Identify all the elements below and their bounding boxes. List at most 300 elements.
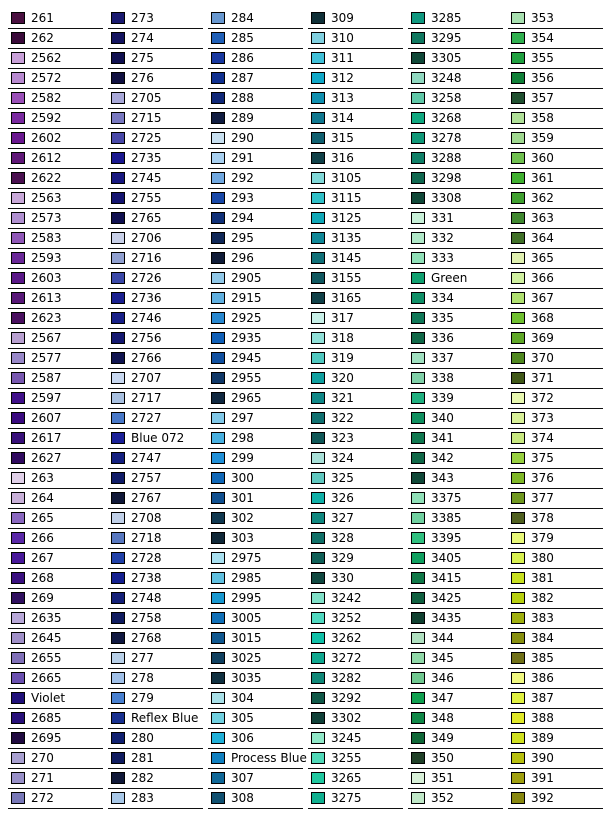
color-swatch: [311, 552, 325, 564]
color-swatch: [111, 172, 125, 184]
swatch-label: 268: [31, 571, 54, 585]
swatch-label: 297: [231, 411, 254, 425]
swatch-label: 366: [531, 271, 554, 285]
swatch-label: 367: [531, 291, 554, 305]
swatch-label: 3255: [331, 751, 362, 765]
color-swatch: [311, 372, 325, 384]
swatch-label: 3288: [431, 151, 462, 165]
color-swatch: [511, 792, 525, 804]
swatch-row: [508, 529, 603, 549]
swatch-row: [308, 729, 403, 749]
color-swatch: [411, 792, 425, 804]
color-swatch: [511, 192, 525, 204]
color-swatch: [11, 632, 25, 644]
swatch-row: [208, 89, 303, 109]
swatch-row: [408, 769, 503, 789]
swatch-row: [208, 769, 303, 789]
color-swatch: [311, 132, 325, 144]
swatch-row: [508, 389, 603, 409]
swatch-label: 334: [431, 291, 454, 305]
swatch-label: 3245: [331, 731, 362, 745]
swatch-label: 3115: [331, 191, 362, 205]
color-swatch: [211, 32, 225, 44]
swatch-row: [108, 69, 203, 89]
color-swatch: [11, 312, 25, 324]
swatch-row: [108, 789, 203, 809]
color-swatch: [211, 672, 225, 684]
color-swatch: [11, 412, 25, 424]
color-swatch: [11, 392, 25, 404]
swatch-label: 369: [531, 331, 554, 345]
swatch-row: [308, 569, 403, 589]
swatch-label: 322: [331, 411, 354, 425]
color-swatch: [511, 212, 525, 224]
swatch-label: 339: [431, 391, 454, 405]
swatch-label: 3035: [231, 671, 262, 685]
color-swatch: [511, 332, 525, 344]
color-swatch: [11, 292, 25, 304]
swatch-row: [208, 569, 303, 589]
swatch-row: [408, 429, 503, 449]
color-swatch: [11, 492, 25, 504]
swatch-label: 332: [431, 231, 454, 245]
swatch-label: 288: [231, 91, 254, 105]
swatch-label: 310: [331, 31, 354, 45]
swatch-label: 2765: [131, 211, 162, 225]
swatch-label: 348: [431, 711, 454, 725]
swatch-label: 391: [531, 771, 554, 785]
swatch-row: [408, 349, 503, 369]
color-swatch: [411, 332, 425, 344]
color-swatch: [311, 272, 325, 284]
swatch-label: 272: [31, 791, 54, 805]
color-swatch: [411, 232, 425, 244]
swatch-label: 2597: [31, 391, 62, 405]
swatch-label: 342: [431, 451, 454, 465]
swatch-row: [408, 509, 503, 529]
swatch-row: [408, 549, 503, 569]
color-swatch: [211, 92, 225, 104]
swatch-label: 386: [531, 671, 554, 685]
swatch-row: [408, 609, 503, 629]
swatch-label: 2573: [31, 211, 62, 225]
color-swatch: [211, 512, 225, 524]
swatch-label: 3302: [331, 711, 362, 725]
swatch-row: [408, 569, 503, 589]
color-swatch: [111, 292, 125, 304]
color-swatch: [411, 92, 425, 104]
swatch-label: 2562: [31, 51, 62, 65]
swatch-row: [108, 589, 203, 609]
swatch-row: [8, 89, 103, 109]
swatch-row: [108, 429, 203, 449]
color-swatch: [311, 492, 325, 504]
swatch-row: [208, 609, 303, 629]
color-swatch: [211, 252, 225, 264]
swatch-row: [108, 769, 203, 789]
color-swatch: [11, 272, 25, 284]
swatch-row: [208, 349, 303, 369]
swatch-label: 2622: [31, 171, 62, 185]
swatch-row: [308, 9, 403, 29]
swatch-label: 3268: [431, 111, 462, 125]
swatch-label: 3425: [431, 591, 462, 605]
swatch-label: 336: [431, 331, 454, 345]
swatch-label: 3165: [331, 291, 362, 305]
swatch-label: 2593: [31, 251, 62, 265]
swatch-label: 2635: [31, 611, 62, 625]
swatch-row: [508, 369, 603, 389]
swatch-row: [408, 369, 503, 389]
swatch-label: 316: [331, 151, 354, 165]
color-swatch: [411, 632, 425, 644]
color-swatch: [411, 312, 425, 324]
swatch-label: 292: [231, 171, 254, 185]
color-swatch: [11, 212, 25, 224]
swatch-row: [508, 429, 603, 449]
swatch-label: 267: [31, 551, 54, 565]
swatch-row: [208, 529, 303, 549]
swatch-row: [108, 389, 203, 409]
swatch-label: 383: [531, 611, 554, 625]
swatch-label: 313: [331, 91, 354, 105]
swatch-row: [408, 709, 503, 729]
color-swatch: [11, 232, 25, 244]
swatch-row: [8, 269, 103, 289]
color-swatch: [211, 272, 225, 284]
swatch-row: [108, 29, 203, 49]
swatch-row: [408, 449, 503, 469]
color-swatch: [11, 532, 25, 544]
swatch-label: 2905: [231, 271, 262, 285]
swatch-label: 3415: [431, 571, 462, 585]
swatch-label: 321: [331, 391, 354, 405]
swatch-label: 3005: [231, 611, 262, 625]
color-swatch: [411, 32, 425, 44]
color-swatch: [111, 132, 125, 144]
color-swatch: [211, 752, 225, 764]
swatch-row: [308, 329, 403, 349]
swatch-label: 358: [531, 111, 554, 125]
swatch-label: 305: [231, 711, 254, 725]
swatch-label: 262: [31, 31, 54, 45]
swatch-row: [208, 629, 303, 649]
swatch-row: [408, 29, 503, 49]
swatch-label: 2766: [131, 351, 162, 365]
swatch-label: 2735: [131, 151, 162, 165]
swatch-row: [208, 189, 303, 209]
color-swatch: [211, 352, 225, 364]
color-swatch: [511, 512, 525, 524]
color-swatch: [211, 492, 225, 504]
swatch-row: [108, 689, 203, 709]
swatch-row: [8, 709, 103, 729]
swatch-label: 331: [431, 211, 454, 225]
swatch-row: [8, 49, 103, 69]
swatch-row: [108, 49, 203, 69]
color-swatch: [311, 232, 325, 244]
swatch-row: [508, 469, 603, 489]
swatch-row: [408, 689, 503, 709]
color-swatch: [311, 652, 325, 664]
swatch-row: [208, 29, 303, 49]
color-swatch: [511, 732, 525, 744]
swatch-label: 2738: [131, 571, 162, 585]
swatch-label: 2612: [31, 151, 62, 165]
swatch-label: 356: [531, 71, 554, 85]
swatch-label: 3435: [431, 611, 462, 625]
swatch-row: [308, 249, 403, 269]
swatch-row: [408, 269, 503, 289]
swatch-label: 2726: [131, 271, 162, 285]
color-swatch: [411, 472, 425, 484]
swatch-row: [8, 569, 103, 589]
swatch-row: [208, 369, 303, 389]
swatch-row: [8, 229, 103, 249]
swatch-row: [408, 289, 503, 309]
swatch-row: [508, 749, 603, 769]
color-swatch: [311, 332, 325, 344]
swatch-label: 2685: [31, 711, 62, 725]
swatch-row: [8, 749, 103, 769]
swatch-label: 327: [331, 511, 354, 525]
color-swatch: [311, 352, 325, 364]
swatch-row: [208, 249, 303, 269]
swatch-label: 362: [531, 191, 554, 205]
color-swatch: [211, 292, 225, 304]
color-swatch: [111, 592, 125, 604]
color-swatch: [111, 552, 125, 564]
color-swatch: [311, 112, 325, 124]
swatch-label: 320: [331, 371, 354, 385]
swatch-label: 3155: [331, 271, 362, 285]
color-swatch: [11, 452, 25, 464]
swatch-row: [408, 729, 503, 749]
swatch-label: 377: [531, 491, 554, 505]
swatch-row: [8, 629, 103, 649]
swatch-row: [8, 9, 103, 29]
swatch-row: [208, 269, 303, 289]
swatch-row: [108, 349, 203, 369]
swatch-label: 285: [231, 31, 254, 45]
color-swatch: [311, 452, 325, 464]
color-swatch: [111, 712, 125, 724]
swatch-row: [208, 289, 303, 309]
swatch-label: 2645: [31, 631, 62, 645]
swatch-label: 294: [231, 211, 254, 225]
swatch-label: 359: [531, 131, 554, 145]
swatch-row: [508, 89, 603, 109]
color-swatch: [411, 592, 425, 604]
color-swatch: [311, 12, 325, 24]
color-swatch: [111, 572, 125, 584]
swatch-label: 372: [531, 391, 554, 405]
swatch-label: 2705: [131, 91, 162, 105]
swatch-row: [408, 309, 503, 329]
swatch-row: [408, 529, 503, 549]
color-swatch: [211, 432, 225, 444]
swatch-row: [208, 409, 303, 429]
color-swatch: [311, 732, 325, 744]
swatch-label: 351: [431, 771, 454, 785]
swatch-row: [8, 129, 103, 149]
color-swatch: [411, 432, 425, 444]
color-swatch: [211, 72, 225, 84]
color-swatch: [211, 372, 225, 384]
swatch-row: [108, 129, 203, 149]
swatch-row: [308, 589, 403, 609]
swatch-label: 374: [531, 431, 554, 445]
color-swatch: [111, 232, 125, 244]
swatch-row: [108, 369, 203, 389]
swatch-label: 304: [231, 691, 254, 705]
swatch-label: 3292: [331, 691, 362, 705]
color-swatch: [511, 72, 525, 84]
swatch-label: 3305: [431, 51, 462, 65]
swatch-row: [408, 749, 503, 769]
swatch-row: [308, 749, 403, 769]
swatch-row: [508, 769, 603, 789]
swatch-row: [308, 549, 403, 569]
swatch-label: 2718: [131, 531, 162, 545]
swatch-label: 317: [331, 311, 354, 325]
swatch-row: [308, 789, 403, 809]
swatch-label: 2925: [231, 311, 262, 325]
color-swatch: [211, 392, 225, 404]
swatch-row: [8, 169, 103, 189]
color-swatch: [211, 472, 225, 484]
color-swatch: [311, 672, 325, 684]
color-swatch: [511, 352, 525, 364]
swatch-row: [508, 29, 603, 49]
swatch-row: [108, 449, 203, 469]
color-swatch: [411, 372, 425, 384]
swatch-label: 330: [331, 571, 354, 585]
swatch-row: [8, 649, 103, 669]
swatch-row: [208, 209, 303, 229]
swatch-label: 315: [331, 131, 354, 145]
color-swatch: [211, 132, 225, 144]
swatch-row: [508, 609, 603, 629]
color-swatch: [411, 692, 425, 704]
color-swatch: [11, 572, 25, 584]
swatch-label: 3105: [331, 171, 362, 185]
color-swatch: [111, 352, 125, 364]
color-swatch: [11, 112, 25, 124]
swatch-row: [308, 269, 403, 289]
swatch-row: [208, 309, 303, 329]
swatch-label: 2587: [31, 371, 62, 385]
swatch-label: 2665: [31, 671, 62, 685]
swatch-row: [8, 729, 103, 749]
swatch-label: 298: [231, 431, 254, 445]
color-swatch: [411, 12, 425, 24]
swatch-label: 2603: [31, 271, 62, 285]
color-swatch: [511, 612, 525, 624]
color-swatch: [11, 192, 25, 204]
swatch-row: [208, 49, 303, 69]
swatch-label: 353: [531, 11, 554, 25]
swatch-row: [108, 629, 203, 649]
swatch-row: [308, 489, 403, 509]
swatch-label: 307: [231, 771, 254, 785]
color-swatch: [511, 232, 525, 244]
swatch-label: 3295: [431, 31, 462, 45]
swatch-label: 390: [531, 751, 554, 765]
swatch-label: 3145: [331, 251, 362, 265]
swatch-row: [308, 509, 403, 529]
swatch-label: 333: [431, 251, 454, 265]
swatch-label: 270: [31, 751, 54, 765]
color-swatch: [111, 412, 125, 424]
swatch-label: 2655: [31, 651, 62, 665]
swatch-label: 287: [231, 71, 254, 85]
swatch-label: 364: [531, 231, 554, 245]
swatch-row: [508, 49, 603, 69]
swatch-label: 3252: [331, 611, 362, 625]
color-swatch: [11, 592, 25, 604]
color-swatch: [511, 752, 525, 764]
swatch-row: [108, 289, 203, 309]
swatch-row: [8, 549, 103, 569]
color-swatch: [11, 712, 25, 724]
color-swatch: [311, 432, 325, 444]
color-swatch: [411, 672, 425, 684]
swatch-row: [208, 9, 303, 29]
swatch-column: [108, 9, 203, 809]
color-swatch: [311, 152, 325, 164]
swatch-label: 281: [131, 751, 154, 765]
swatch-label: 263: [31, 471, 54, 485]
swatch-row: [208, 689, 303, 709]
swatch-row: [308, 769, 403, 789]
swatch-label: 302: [231, 511, 254, 525]
swatch-row: [108, 569, 203, 589]
swatch-label: 3258: [431, 91, 462, 105]
color-swatch: [111, 432, 125, 444]
swatch-row: [108, 309, 203, 329]
color-swatch: [11, 512, 25, 524]
swatch-row: [408, 129, 503, 149]
swatch-label: 370: [531, 351, 554, 365]
swatch-row: [108, 189, 203, 209]
color-swatch: [211, 212, 225, 224]
swatch-label: 347: [431, 691, 454, 705]
color-swatch: [511, 12, 525, 24]
swatch-row: [108, 609, 203, 629]
swatch-row: [408, 589, 503, 609]
color-swatch: [111, 732, 125, 744]
swatch-row: [108, 149, 203, 169]
swatch-row: [408, 9, 503, 29]
swatch-label: 280: [131, 731, 154, 745]
swatch-row: [208, 749, 307, 769]
swatch-label: 271: [31, 771, 54, 785]
swatch-label: 289: [231, 111, 254, 125]
swatch-row: [508, 349, 603, 369]
swatch-row: [308, 649, 403, 669]
swatch-label: 329: [331, 551, 354, 565]
color-swatch: [211, 52, 225, 64]
swatch-row: [108, 109, 203, 129]
swatch-label: 319: [331, 351, 354, 365]
color-swatch: [411, 52, 425, 64]
swatch-label: 328: [331, 531, 354, 545]
swatch-label: 2725: [131, 131, 162, 145]
swatch-row: [8, 329, 103, 349]
swatch-row: [308, 449, 403, 469]
swatch-label: 284: [231, 11, 254, 25]
